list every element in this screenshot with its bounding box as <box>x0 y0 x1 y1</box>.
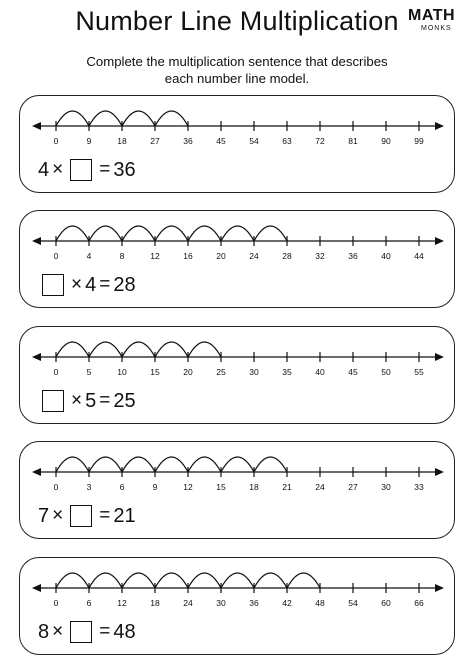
tick-label: 24 <box>315 482 325 492</box>
tick-label: 40 <box>381 251 391 261</box>
tick-label: 99 <box>414 136 424 146</box>
equals-sign: = <box>99 505 111 526</box>
tick-label: 16 <box>183 251 193 261</box>
jump-arc <box>254 226 287 241</box>
jump-arc <box>188 226 221 241</box>
left-arrow-icon <box>32 122 41 130</box>
times-sign: × <box>52 621 64 642</box>
product: 28 <box>113 273 136 296</box>
multiplication-sentence <box>38 272 136 298</box>
tick-label: 24 <box>183 598 193 608</box>
jump-arc <box>254 573 287 588</box>
tick-label: 9 <box>152 482 158 492</box>
jump-arc <box>122 111 155 126</box>
answer-box[interactable] <box>42 390 64 412</box>
problem-panel-1 <box>19 95 455 193</box>
jump-arc <box>122 226 155 241</box>
number-line <box>20 96 456 156</box>
tick-label: 90 <box>381 136 391 146</box>
tick-label: 27 <box>150 136 160 146</box>
logo-word-math: MATH <box>408 7 456 24</box>
problem-panel-3 <box>19 326 455 424</box>
multiplication-sentence <box>38 157 136 183</box>
tick-label: 18 <box>150 598 160 608</box>
tick-label: 25 <box>216 367 226 377</box>
left-arrow-icon <box>32 468 41 476</box>
tick-label: 60 <box>381 598 391 608</box>
tick-label: 0 <box>53 251 59 261</box>
multiplication-sentence <box>38 388 136 414</box>
left-arrow-icon <box>32 237 41 245</box>
tick-label: 18 <box>249 482 259 492</box>
tick-label: 18 <box>117 136 127 146</box>
jump-arc <box>89 342 122 357</box>
times-sign: × <box>71 274 83 295</box>
right-arrow-icon <box>435 353 444 361</box>
jump-arc <box>254 457 287 472</box>
jump-arc <box>89 457 122 472</box>
number-line <box>20 211 456 271</box>
factor: 8 <box>38 620 50 643</box>
factor: 4 <box>38 158 50 181</box>
answer-box[interactable] <box>42 274 64 296</box>
tick-label: 45 <box>216 136 226 146</box>
tick-label: 0 <box>53 367 59 377</box>
tick-label: 36 <box>348 251 358 261</box>
tick-label: 6 <box>119 482 125 492</box>
jump-arc <box>89 111 122 126</box>
jump-arc <box>56 457 89 472</box>
problem-panel-4 <box>19 441 455 539</box>
tick-label: 40 <box>315 367 325 377</box>
tick-label: 36 <box>183 136 193 146</box>
tick-label: 9 <box>86 136 92 146</box>
number-line <box>20 327 456 387</box>
jump-arc <box>89 573 122 588</box>
right-arrow-icon <box>435 468 444 476</box>
tick-label: 12 <box>183 482 193 492</box>
right-arrow-icon <box>435 122 444 130</box>
tick-label: 30 <box>216 598 226 608</box>
tick-label: 30 <box>249 367 259 377</box>
tick-label: 54 <box>348 598 358 608</box>
tick-label: 15 <box>150 367 160 377</box>
tick-label: 3 <box>86 482 92 492</box>
jump-arc <box>122 457 155 472</box>
tick-label: 45 <box>348 367 358 377</box>
instructions-line-1: Complete the multiplication sentence that describes <box>86 54 388 69</box>
tick-label: 4 <box>86 251 92 261</box>
jump-arc <box>221 573 254 588</box>
right-arrow-icon <box>435 584 444 592</box>
tick-label: 20 <box>183 367 193 377</box>
jump-arc <box>188 342 221 357</box>
jump-arc <box>155 342 188 357</box>
jump-arc <box>56 111 89 126</box>
times-sign: × <box>52 505 64 526</box>
instructions <box>0 53 474 87</box>
problem-panel-5 <box>19 557 455 655</box>
jump-arc <box>155 226 188 241</box>
tick-label: 48 <box>315 598 325 608</box>
tick-label: 27 <box>348 482 358 492</box>
jump-arc <box>56 226 89 241</box>
answer-box[interactable] <box>70 621 92 643</box>
tick-label: 66 <box>414 598 424 608</box>
tick-label: 42 <box>282 598 292 608</box>
tick-label: 21 <box>282 482 292 492</box>
number-line <box>20 558 456 618</box>
jump-arc <box>122 573 155 588</box>
tick-label: 15 <box>216 482 226 492</box>
factor: 4 <box>85 273 97 296</box>
problem-panel-2 <box>19 210 455 308</box>
math-monks-logo <box>408 8 460 52</box>
jump-arc <box>188 457 221 472</box>
page-title: Number Line Multiplication <box>75 6 399 36</box>
times-sign: × <box>71 390 83 411</box>
answer-box[interactable] <box>70 159 92 181</box>
jump-arc <box>56 573 89 588</box>
tick-label: 24 <box>249 251 259 261</box>
answer-box[interactable] <box>70 505 92 527</box>
tick-label: 8 <box>119 251 125 261</box>
tick-label: 12 <box>150 251 160 261</box>
product: 21 <box>113 504 136 527</box>
tick-label: 81 <box>348 136 358 146</box>
jump-arc <box>122 342 155 357</box>
tick-label: 10 <box>117 367 127 377</box>
jump-arc <box>155 111 188 126</box>
jump-arc <box>155 573 188 588</box>
tick-label: 5 <box>86 367 92 377</box>
logo-word-monks: MONKS <box>421 25 452 32</box>
multiplication-sentence <box>38 619 136 645</box>
tick-label: 63 <box>282 136 292 146</box>
tick-label: 20 <box>216 251 226 261</box>
equals-sign: = <box>99 159 111 180</box>
product: 25 <box>113 389 136 412</box>
jump-arc <box>89 226 122 241</box>
jump-arc <box>221 457 254 472</box>
tick-label: 12 <box>117 598 127 608</box>
tick-label: 28 <box>282 251 292 261</box>
number-line <box>20 442 456 502</box>
factor: 5 <box>85 389 97 412</box>
jump-arc <box>155 457 188 472</box>
tick-label: 36 <box>249 598 259 608</box>
equals-sign: = <box>99 621 111 642</box>
equals-sign: = <box>99 274 111 295</box>
tick-label: 0 <box>53 598 59 608</box>
instructions-line-2: each number line model. <box>164 71 310 86</box>
tick-label: 32 <box>315 251 325 261</box>
tick-label: 50 <box>381 367 391 377</box>
tick-label: 54 <box>249 136 259 146</box>
equals-sign: = <box>99 390 111 411</box>
jump-arc <box>221 226 254 241</box>
multiplication-sentence <box>38 503 136 529</box>
jump-arc <box>287 573 320 588</box>
jump-arc <box>56 342 89 357</box>
product: 48 <box>113 620 136 643</box>
tick-label: 0 <box>53 136 59 146</box>
tick-label: 0 <box>53 482 59 492</box>
left-arrow-icon <box>32 584 41 592</box>
jump-arc <box>188 573 221 588</box>
factor: 7 <box>38 504 50 527</box>
product: 36 <box>113 158 136 181</box>
right-arrow-icon <box>435 237 444 245</box>
tick-label: 33 <box>414 482 424 492</box>
tick-label: 55 <box>414 367 424 377</box>
tick-label: 72 <box>315 136 325 146</box>
tick-label: 6 <box>86 598 92 608</box>
tick-label: 35 <box>282 367 292 377</box>
tick-label: 44 <box>414 251 424 261</box>
left-arrow-icon <box>32 353 41 361</box>
times-sign: × <box>52 159 64 180</box>
tick-label: 30 <box>381 482 391 492</box>
